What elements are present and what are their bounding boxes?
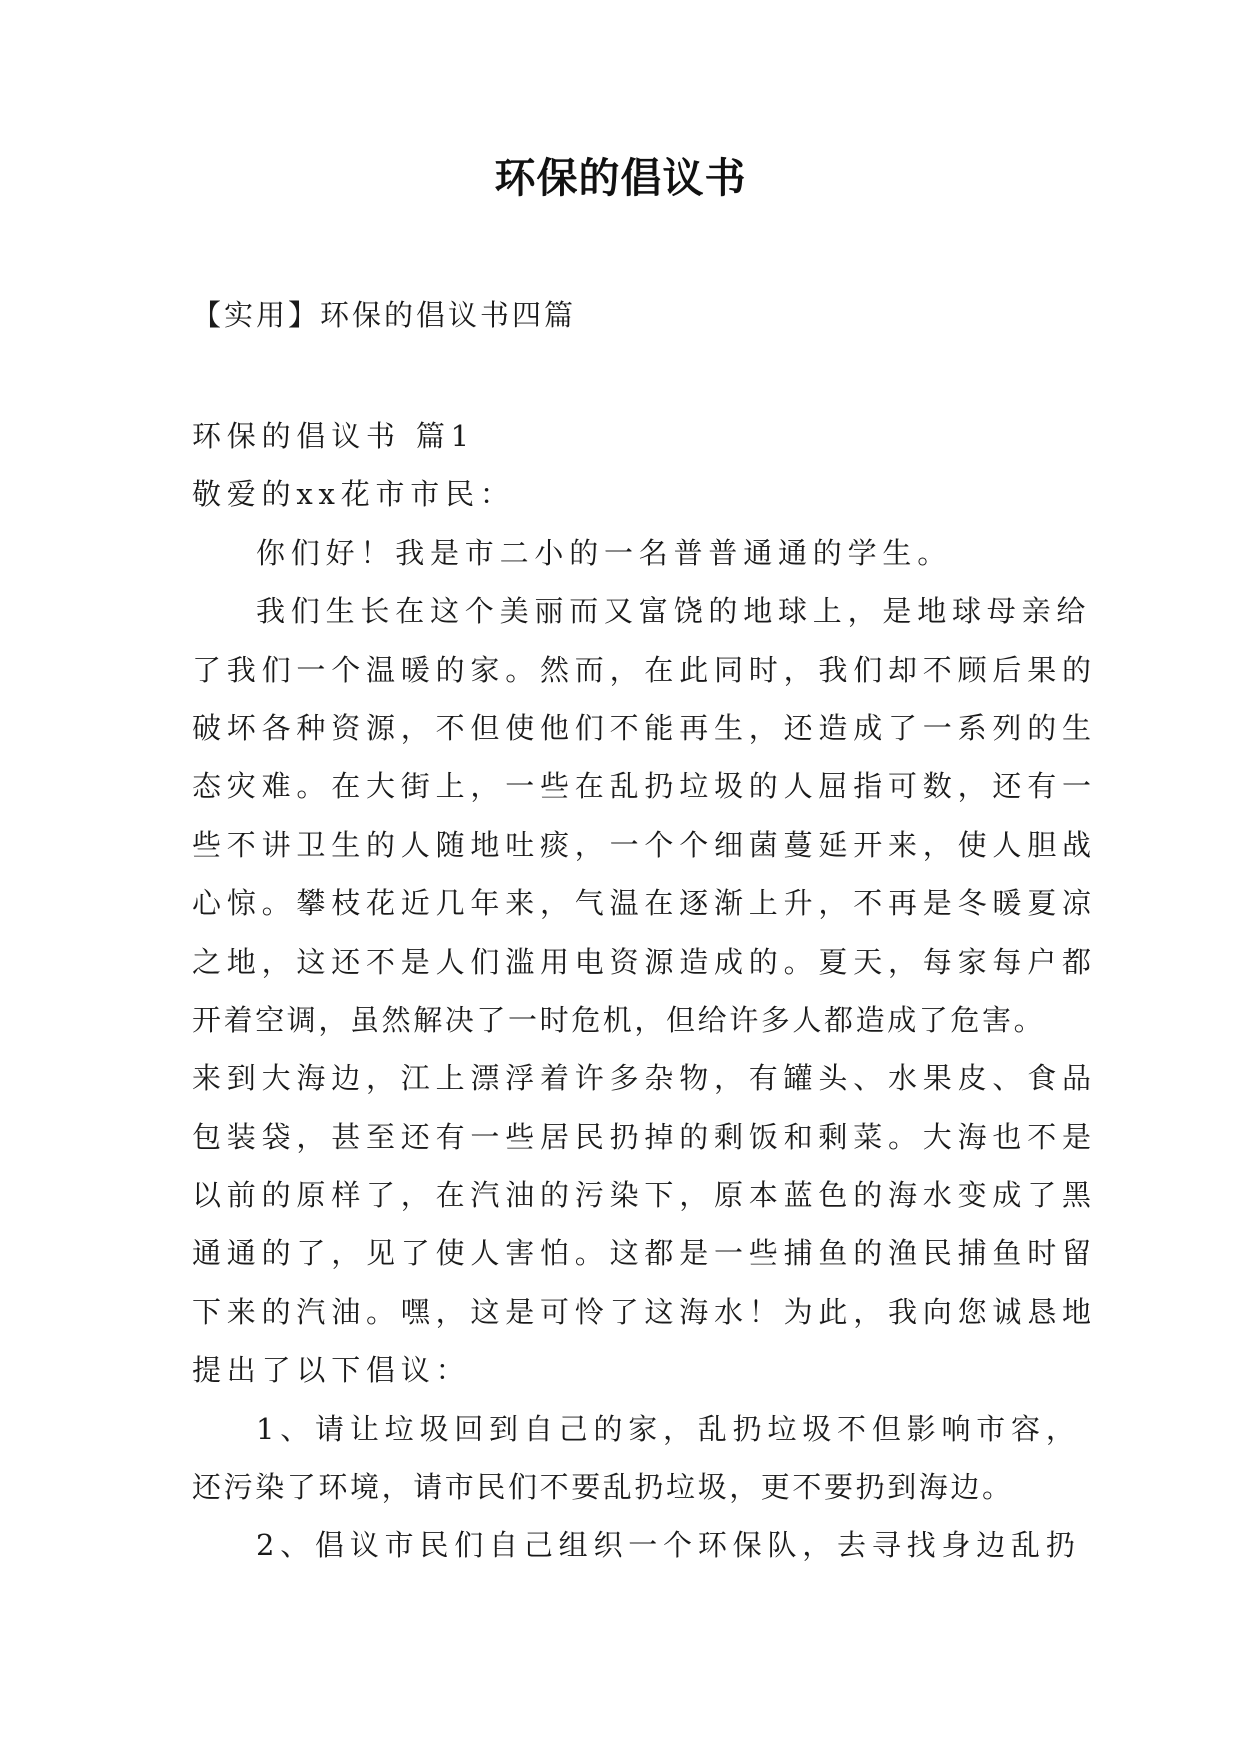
paragraph-line: 来到大海边，江上漂浮着许多杂物，有罐头、水果皮、食品 (192, 1061, 1097, 1096)
paragraph-line: 了我们一个温暖的家。然而，在此同时，我们却不顾后果的 (192, 652, 1097, 687)
paragraph-line: 通通的了，见了使人害怕。这都是一些捕鱼的渔民捕鱼时留 (192, 1236, 1097, 1271)
list-item-line: 1、请让垃圾回到自己的家，乱扔垃圾不但影响市容， (256, 1411, 1081, 1446)
paragraph-line: 些不讲卫生的人随地吐痰，一个个细菌蔓延开来，使人胆战 (192, 827, 1097, 862)
paragraph-line: 开着空调，虽然解决了一时危机，但给许多人都造成了危害。 (192, 1002, 1046, 1037)
paragraph-line: 态灾难。在大街上，一些在乱扔垃圾的人屈指可数，还有一 (192, 769, 1097, 804)
document-body (192, 407, 1097, 1575)
paragraph-line: 下来的汽油。嘿，这是可怜了这海水！为此，我向您诚恳地 (192, 1294, 1097, 1329)
document-title: 环保的倡议书 (494, 154, 747, 202)
paragraph-line: 包装袋，甚至还有一些居民扔掉的剩饭和剩菜。大海也不是 (192, 1119, 1097, 1154)
paragraph-line: 破坏各种资源，不但使他们不能再生，还造成了一系列的生 (192, 710, 1097, 745)
paragraph-line: 以前的原样了，在汽油的污染下，原本蓝色的海水变成了黑 (192, 1178, 1097, 1213)
paragraph-line: 你们好！我是市二小的一名普普通通的学生。 (256, 535, 953, 570)
list-item-line: 还污染了环境，请市民们不要乱扔垃圾，更不要扔到海边。 (192, 1470, 1014, 1505)
paragraph-line: 心惊。攀枝花近几年来，气温在逐渐上升，不再是冬暖夏凉 (192, 886, 1097, 921)
salutation: 敬爱的xx花市市民： (192, 477, 515, 512)
paragraph-line: 之地，这还不是人们滥用电资源造成的。夏天，每家每户都 (192, 944, 1097, 979)
list-item-line: 2、倡议市民们自己组织一个环保队，去寻找身边乱扔 (256, 1528, 1081, 1563)
paragraph-line: 我们生长在这个美丽而又富饶的地球上，是地球母亲给 (256, 594, 1092, 629)
paragraph-line: 提出了以下倡议： (192, 1353, 471, 1388)
section-heading: 环保的倡议书 篇1 (192, 419, 475, 453)
document-subtitle: 【实用】环保的倡议书四篇 (192, 298, 577, 332)
